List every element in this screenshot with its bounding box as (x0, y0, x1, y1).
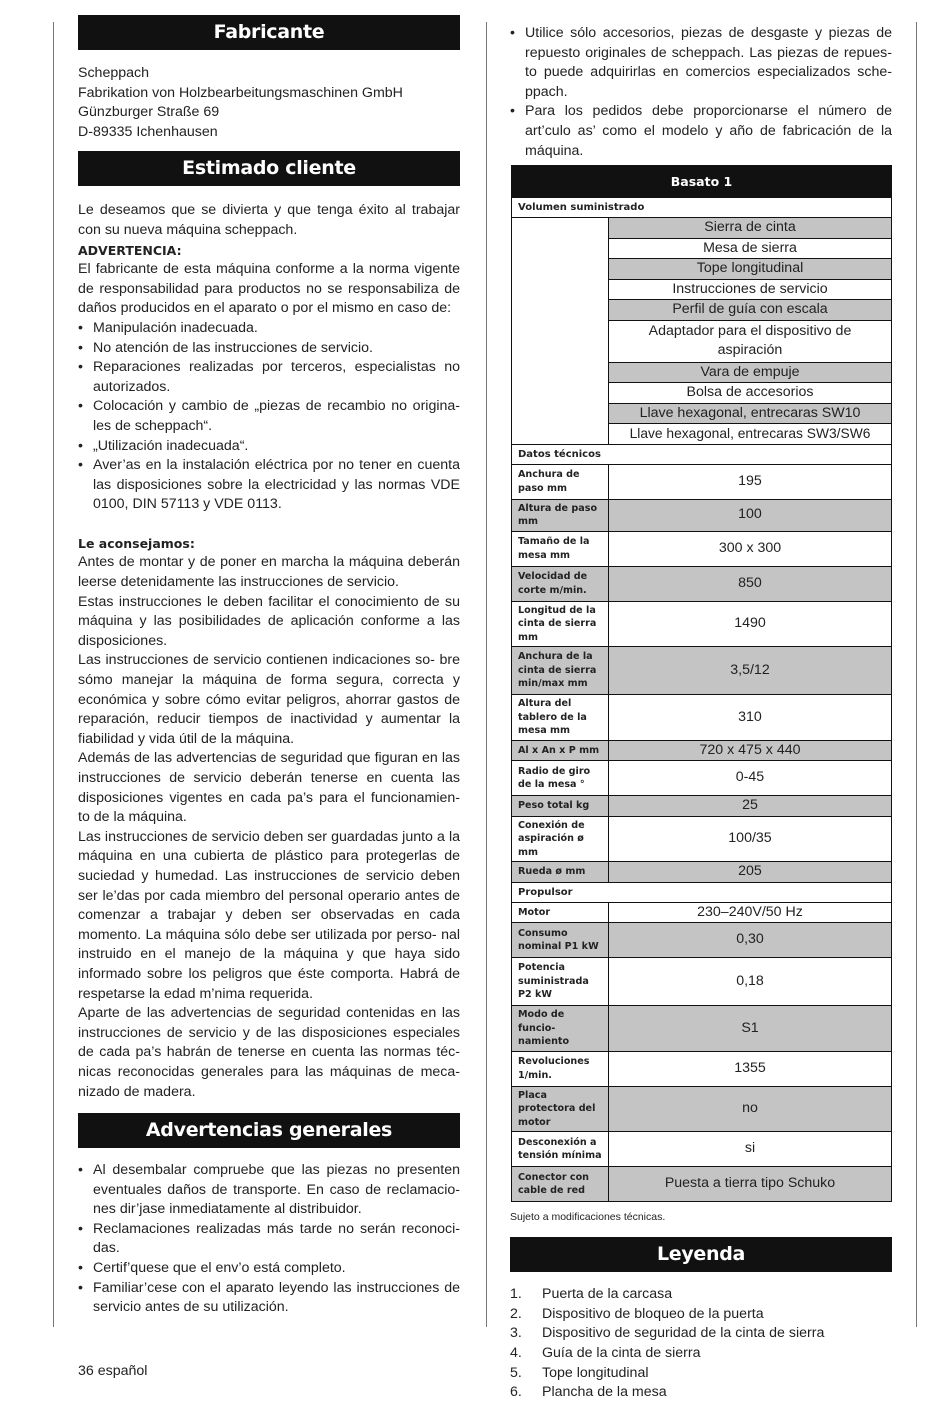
list-item: • Aver’as en la instalación eléctrica por no tener en cuenta las disposiciones sobre la electricidad y las normas VDE 0100, DIN 57113 y VDE 0113. (78, 456, 460, 515)
list-item: 4. Guía de la cinta de sierra (510, 1344, 701, 1361)
table-row: Altura del tablero de la mesa mm 310 (512, 695, 892, 741)
table-row: Motor 230–240V/50 Hz (512, 902, 892, 923)
supply-item: Instrucciones de servicio (609, 279, 892, 300)
list-item: • Certif’quese que el env’o está completo. (78, 1259, 460, 1279)
legend-list (510, 1285, 892, 1403)
table-row: Velocidad de corte m/min. 850 (512, 566, 892, 601)
list-item: • Manipulación inadecuada. (78, 319, 460, 339)
list-item: 6. Plancha de la mesa (510, 1384, 667, 1401)
general-warnings-list (78, 1161, 460, 1318)
spec-table-title: Basato 1 (512, 166, 892, 198)
supply-item: Llave hexagonal, entrecaras SW3/SW6 (609, 424, 892, 445)
table-row: Desconexión a tensión mínima si (512, 1132, 892, 1167)
left-margin-rule (53, 22, 54, 1327)
list-item: • Familiar’cese con el aparato leyendo las instrucciones de servicio antes de su utilización. (78, 1279, 460, 1318)
table-row: Tamaño de la mesa mm 300 x 300 (512, 531, 892, 566)
list-item: 3. Dispositivo de seguridad de la cinta de sierra (510, 1325, 825, 1342)
address-line: Günzburger Straße 69 (78, 104, 220, 121)
table-row: Consumo nominal P1 kW 0,30 (512, 923, 892, 958)
table-row (512, 218, 892, 239)
table-row: Al x An x P mm 720 x 475 x 440 (512, 740, 892, 761)
list-item: • „Utilización inadecuada“. (78, 437, 460, 457)
list-item: • No atención de las instrucciones de servicio. (78, 339, 460, 359)
section-tech: Datos técnicos (512, 444, 892, 464)
list-item: • Reclamaciones realizadas más tarde no serán reconoci- das. (78, 1220, 460, 1259)
list-item: • Al desembalar compruebe que las piezas no presenten eventuales daños de transporte. En caso de reclamacio- nes dir’jase inmediatamente al distribuidor. (78, 1161, 460, 1220)
supply-item: Adaptador para el dispositivo de aspiración (609, 320, 892, 362)
heading-manufacturer: Fabricante (78, 15, 460, 50)
list-item: 1. Puerta de la carcasa (510, 1286, 673, 1303)
supply-item: Perfil de guía con escala (609, 300, 892, 321)
section-drive: Propulsor (512, 882, 892, 902)
table-row: Anchura de la cinta de sierra min/max mm 3,5/12 (512, 647, 892, 695)
body-paragraph: Las instrucciones de servicio deben ser guardadas junto a la máquina en una cubierta de plástico para protegerlas de suciedad y humedad. Las instrucciones de servicio deben ser le’das por cada miembro del personal operario antes de comenzar a trabajar y deben ser observadas en cada momento. La máquina sólo debe ser utilizada por perso- nal instruido en el manejo de la máquina y que haya sido informado sobre los peligros que éste comporta. Habrá de respetarse la edad m’nima requerida. (78, 828, 460, 1002)
list-item: • Para los pedidos debe proporcionarse el número de art’culo as’ como el modelo y año de fabricación de la máquina. (510, 102, 892, 161)
supply-item: Bolsa de accesorios (609, 383, 892, 404)
liability-list (78, 319, 460, 515)
table-row: Longitud de la cinta de sierra mm 1490 (512, 601, 892, 647)
body-paragraph: Estas instrucciones le deben facilitar el conocimiento de su máquina y las posibilidades de aplicación conforme a las disposiciones. (78, 593, 460, 649)
right-column (510, 24, 892, 1403)
advice-label: Le aconsejamos: (78, 535, 195, 551)
table-row: Placa protectora del motor no (512, 1086, 892, 1132)
list-item: • Colocación y cambio de „piezas de recambio no origina- les de scheppach“. (78, 397, 460, 436)
left-column (78, 15, 460, 1318)
warning-paragraph: El fabricante de esta máquina conforme a la norma vigente de responsabilidad para productos no se responsabiliza de daños producidos en el aparato o por el mismo en caso de: (78, 261, 460, 317)
heading-dear-customer: Estimado cliente (78, 151, 460, 186)
table-row: Altura de paso mm 100 (512, 499, 892, 531)
list-item: 2. Dispositivo de bloqueo de la puerta (510, 1305, 764, 1322)
supply-item: Mesa de sierra (609, 238, 892, 259)
table-row: Revoluciones 1/min. 1355 (512, 1051, 892, 1086)
center-column-rule (486, 22, 487, 1327)
list-item: • Utilice sólo accesorios, piezas de desgaste y piezas de repuesto originales de scheppach. Las piezas de repues- to puede adquirirlas en comercios especializados sche- ppach. (510, 24, 892, 102)
heading-legend: Leyenda (510, 1237, 892, 1272)
right-margin-rule (916, 22, 917, 1327)
table-row: Conector con cable de red Puesta a tierra tipo Schuko (512, 1167, 892, 1202)
warning-label: ADVERTENCIA: (78, 242, 182, 258)
body-paragraph: Aparte de las advertencias de seguridad contenidas en las instrucciones de servicio y de las disposiciones especiales de cada pa’s habrán de tenerse en cuenta las normas téc- nicas reconocidas generales para las máquinas de meca- nizado de madera. (78, 1005, 460, 1100)
table-row: Modo de funcio- namiento S1 (512, 1006, 892, 1052)
address-line: Fabrikation von Holzbearbeitungsmaschinen GmbH (78, 84, 403, 101)
supply-item: Llave hexagonal, entrecaras SW10 (609, 403, 892, 424)
supply-item: Sierra de cinta (609, 218, 892, 239)
spec-note: Sujeto a modificaciones técnicas. (510, 1211, 666, 1224)
supply-item: Tope longitudinal (609, 259, 892, 280)
intro-paragraph: Le deseamos que se divierta y que tenga éxito al trabajar con su nueva máquina scheppach. (78, 202, 460, 238)
address-line: Scheppach (78, 65, 149, 81)
body-paragraph: Antes de montar y de poner en marcha la máquina deberán leerse detenidamente las instrucciones de servicio. (78, 554, 460, 591)
page-footer: 36 español (78, 1363, 148, 1379)
accessories-list (510, 24, 892, 161)
spec-table (511, 165, 892, 1202)
table-row: Conexión de aspiración ø mm 100/35 (512, 816, 892, 862)
body-paragraph: Las instrucciones de servicio contienen indicaciones so- bre sómo manejar la máquina de forma segura, correcta y económica y sobre cómo evitar peligros, ahorrar gastos de reparación, reducir tiempos de inactividad y aumentar la fiabilidad y vida útil de la máquina. (78, 652, 460, 747)
manufacturer-address (78, 64, 460, 142)
address-line: D-89335 Ichenhausen (78, 123, 218, 140)
supply-item: Vara de empuje (609, 362, 892, 383)
body-paragraph: Además de las advertencias de seguridad que figuran en las instrucciones de servicio deberán tenerse en cuenta las disposiciones vigentes en cada pa’s para el funcionamien- to de la máquina. (78, 750, 460, 826)
list-item: • Reparaciones realizadas por terceros, especialistas no autorizados. (78, 358, 460, 397)
heading-general-warnings: Advertencias generales (78, 1113, 460, 1148)
section-supply: Volumen suministrado (512, 198, 892, 218)
table-row: Peso total kg 25 (512, 796, 892, 817)
table-row: Rueda ø mm 205 (512, 862, 892, 883)
table-row: Potencia suministrada P2 kW 0,18 (512, 958, 892, 1006)
list-item: 5. Tope longitudinal (510, 1364, 649, 1381)
table-row: Radio de giro de la mesa ° 0-45 (512, 761, 892, 796)
table-row: Anchura de paso mm 195 (512, 464, 892, 499)
